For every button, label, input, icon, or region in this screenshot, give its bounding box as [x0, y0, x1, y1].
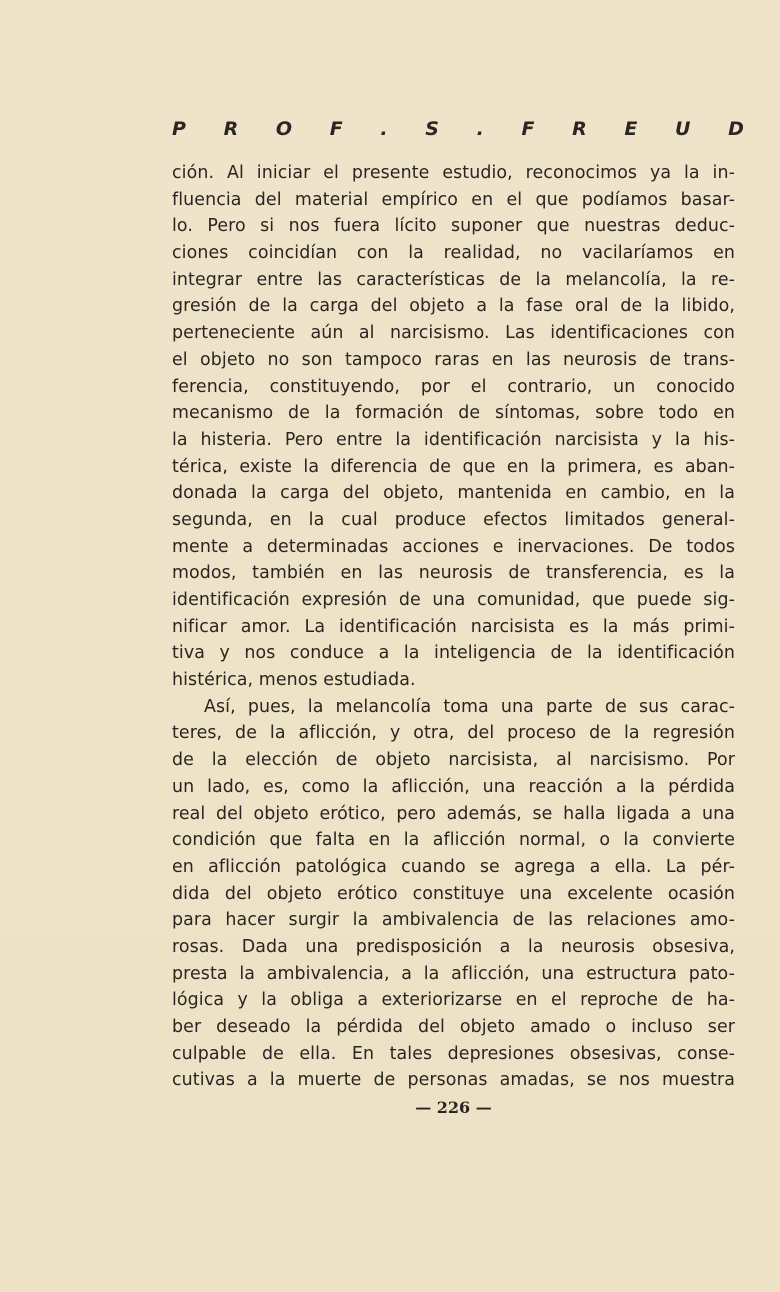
running-head-letter: F [329, 118, 343, 140]
running-head [172, 114, 744, 144]
running-head-letter: E [624, 118, 638, 140]
text-line: ferencia, constituyendo, por el contrario, un conocido [172, 376, 735, 397]
text-line: condición que falta en la aflicción normal, o la convierte [172, 830, 735, 851]
running-head-letter: F [521, 118, 535, 140]
text-line: rosas. Dada una predisposición a la neurosis obsesiva, [172, 936, 735, 957]
text-line: modos, también en las neurosis de transferencia, es la [172, 563, 735, 584]
text-line: mente a determinadas acciones e inervaciones. De todos [172, 536, 735, 557]
text-line: segunda, en la cual produce efectos limitados general- [172, 509, 735, 530]
text-line: teres, de la aflicción, y otra, del proceso de la regresión [172, 723, 735, 744]
text-line: de la elección de objeto narcisista, al narcisismo. Por [172, 750, 735, 771]
text-line: cutivas a la muerte de personas amadas, se nos muestra [172, 1070, 735, 1091]
text-line: mecanismo de la formación de síntomas, sobre todo en [172, 403, 735, 424]
text-line: culpable de ella. En tales depresiones obsesivas, conse- [172, 1043, 735, 1064]
text-line: identificación expresión de una comunidad, que puede sig- [172, 590, 735, 610]
text-line: nificar amor. La identificación narcisista es la más primi- [172, 616, 735, 637]
text-line: lógica y la obliga a exteriorizarse en el reproche de ha- [172, 990, 735, 1011]
text-line: la histeria. Pero entre la identificación narcisista y la his- [172, 429, 735, 450]
running-head-letter: S [425, 118, 439, 140]
text-line: ber deseado la pérdida del objeto amado o incluso ser [172, 1017, 735, 1037]
text-line: en aflicción patológica cuando se agrega a ella. La pér- [172, 856, 735, 877]
page-number: — 226 — [415, 1098, 492, 1117]
running-head-letter: . [380, 118, 388, 140]
text-line: Así, pues, la melancolía toma una parte de sus carac- [204, 696, 735, 717]
text-line: tiva y nos conduce a la inteligencia de la identificación [172, 643, 735, 664]
text-line: gresión de la carga del objeto a la fase oral de la libido, [172, 296, 735, 317]
text-line: ción. Al iniciar el presente estudio, reconocimos ya la in- [172, 163, 735, 183]
text-line: integrar entre las características de la melancolía, la re- [172, 269, 735, 290]
text-line: donada la carga del objeto, mantenida en cambio, en la [172, 483, 735, 504]
body-text [172, 160, 735, 1094]
text-line: térica, existe la diferencia de que en la primera, es aban- [172, 456, 735, 477]
text-line: el objeto no son tampoco raras en las neurosis de trans- [172, 349, 735, 370]
running-head-letter: P [172, 118, 186, 140]
text-line: ciones coincidían con la realidad, no vacilaríamos en [172, 243, 735, 264]
text-line: lo. Pero si nos fuera lícito suponer que nuestras deduc- [172, 216, 735, 237]
running-head-letter: U [675, 118, 691, 140]
text-line: un lado, es, como la aflicción, una reacción a la pérdida [172, 776, 735, 797]
running-head-letter: D [728, 118, 744, 140]
text-line: presta la ambivalencia, a la aflicción, una estructura pato- [172, 963, 735, 984]
running-head-letter: O [275, 118, 293, 140]
text-line: para hacer surgir la ambivalencia de las relaciones amo- [172, 910, 735, 931]
text-line: fluencia del material empírico en el que podíamos basar- [172, 189, 735, 210]
running-head-letter: . [476, 118, 484, 140]
text-line: histérica, menos estudiada. [172, 670, 416, 691]
text-line: dida del objeto erótico constituye una excelente ocasión [172, 883, 735, 904]
text-line: perteneciente aún al narcisismo. Las identificaciones con [172, 323, 735, 344]
text-line: real del objeto erótico, pero además, se halla ligada a una [172, 803, 735, 824]
running-head-letter: R [572, 118, 587, 140]
running-head-letter: R [223, 118, 239, 140]
